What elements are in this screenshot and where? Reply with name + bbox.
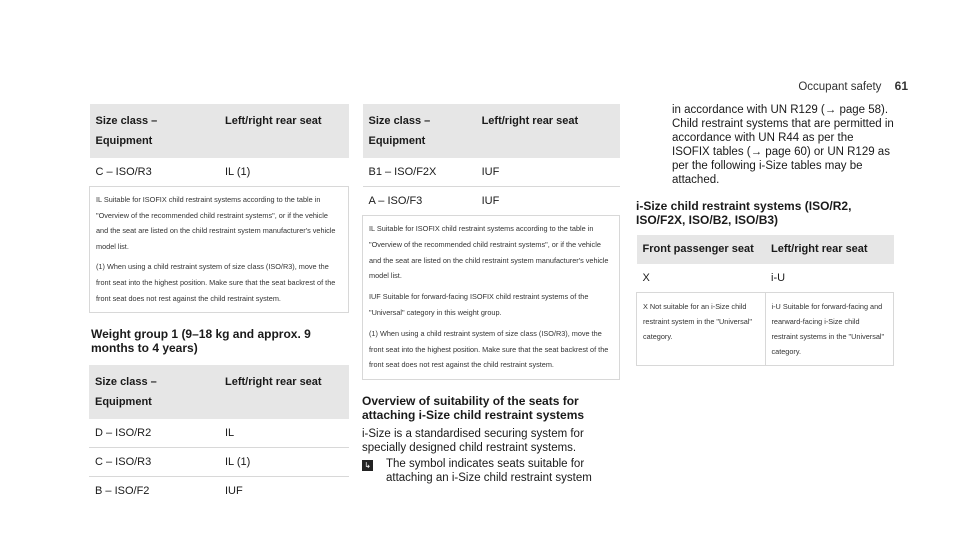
size-cell: B – ISO/F2 xyxy=(95,485,150,498)
i-size-table xyxy=(636,235,894,366)
front-value-cell: X xyxy=(637,264,766,293)
header-line-2: Equipment xyxy=(95,396,152,409)
continued-text-2: Child restraint systems that are permitted in accordance with UN R44 as per the ISOFIX tables (→ page 60) or UN R129 as per the following i-Size tables may be attached. xyxy=(672,118,894,186)
value-cell: IUF xyxy=(225,485,243,498)
table-row xyxy=(637,264,894,293)
header-line-1: Size class – xyxy=(368,115,431,127)
table-row xyxy=(89,477,349,506)
size-class-header xyxy=(90,104,220,158)
i-size-heading: i-Size child restraint systems (ISO/R2, ISO/F2X, ISO/B2, ISO/B3) xyxy=(636,199,852,227)
note-il: IL Suitable for ISOFIX child restraint systems according to the table in "Overview of the recommended child restraint systems", or if the vehicle and the seat are listed on the child restraint system manufacturer's vehicle model list. xyxy=(96,195,336,251)
symbol-text: The symbol indicates seats suitable for attaching an i-Size child restraint system xyxy=(386,458,592,485)
size-cell: B1 – ISO/F2X xyxy=(363,158,476,187)
rear-seat-header: Left/right rear seat xyxy=(219,104,349,158)
table-row xyxy=(363,187,620,216)
overview-text: i-Size is a standardised securing system for specially designed child restraint systems. xyxy=(362,428,584,455)
header-line-2: Equipment xyxy=(95,135,153,147)
overview-heading: Overview of suitability of the seats for attaching i-Size child restraint systems xyxy=(362,394,585,423)
page-header xyxy=(798,79,908,93)
column-2 xyxy=(362,104,620,485)
rear-seat-header: Left/right rear seat xyxy=(765,235,894,264)
header-line-1: Size class – xyxy=(95,115,158,127)
note-iuf: IUF Suitable for forward-facing ISOFIX child restraint systems of the "Universal" category in this weight group. xyxy=(369,292,589,317)
column-3 xyxy=(636,103,894,366)
page-number: 61 xyxy=(894,79,908,93)
section-title: Occupant safety xyxy=(798,81,882,93)
note-1: (1) When using a child restraint system of size class (ISO/R3), move the front seat into the highest position. Make sure that the seat backrest of the front seat does not rest against the child restraint system. xyxy=(369,328,609,370)
size-class-header xyxy=(89,365,219,419)
isofix-size-table-1 xyxy=(89,104,349,313)
table-row xyxy=(90,158,349,187)
note-i-u: i-U Suitable for forward-facing and rearward-facing i-Size child restraint systems in the "Universal" category. xyxy=(765,293,894,366)
table-row xyxy=(363,158,620,187)
table-row xyxy=(89,419,349,448)
front-passenger-header: Front passenger seat xyxy=(637,235,766,264)
note-il: IL Suitable for ISOFIX child restraint systems according to the table in "Overview of the recommended child restraint systems", or if the vehicle and the seat are listed on the child restraint system manufacturer's vehicle model list. xyxy=(369,224,609,281)
rear-seat-header: Left/right rear seat xyxy=(219,365,349,419)
value-cell: IL (1) xyxy=(219,158,349,187)
table-row xyxy=(89,448,349,477)
weight-group-heading: Weight group 1 (9–18 kg and approx. 9 months to 4 years) xyxy=(91,327,311,356)
note-1: (1) When using a child restraint system of size class (ISO/R3), move the front seat into the highest position. Make sure that the seat backrest of the front seat does not rest against the child restraint system. xyxy=(96,262,336,303)
value-cell: IL xyxy=(219,419,349,448)
size-cell: C – ISO/R3 xyxy=(89,448,219,477)
header-line-2: Equipment xyxy=(368,135,426,147)
value-cell: IL (1) xyxy=(219,448,349,477)
header-line-1: Size class – xyxy=(95,376,157,389)
size-cell: C – ISO/R3 xyxy=(90,158,220,187)
symbol-note xyxy=(362,457,620,485)
note-x: X Not suitable for an i-Size child restraint system in the "Universal" category. xyxy=(637,293,766,366)
table-notes xyxy=(363,216,620,380)
rear-seat-header: Left/right rear seat xyxy=(476,104,620,158)
value-cell: IUF xyxy=(476,158,620,187)
size-cell: A – ISO/F3 xyxy=(363,187,476,216)
continued-text-1: in accordance with UN R129 (→ page 58). xyxy=(672,104,889,116)
isofix-size-table-3 xyxy=(362,104,620,380)
table-notes xyxy=(90,187,349,313)
symbol-icon-wrap xyxy=(362,457,386,485)
size-class-header xyxy=(363,104,476,158)
rear-value-cell: i-U xyxy=(765,264,894,293)
value-cell: IUF xyxy=(476,187,620,216)
i-size-seat-icon: ↳ xyxy=(362,460,373,471)
size-cell: D – ISO/R2 xyxy=(89,419,219,448)
column-1 xyxy=(89,104,349,505)
isofix-size-table-2 xyxy=(89,365,349,505)
